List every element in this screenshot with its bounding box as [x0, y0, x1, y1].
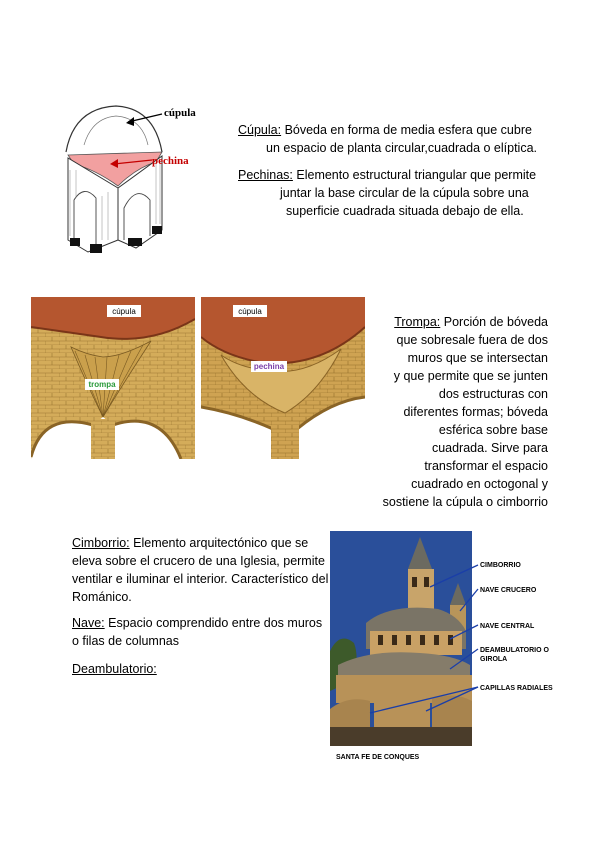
cupula-term: Cúpula:: [238, 123, 282, 137]
cupula-definition: Cúpula: Bóveda en forma de media esfera que cubre un espacio de planta circular,cuadrada o elíptica.: [238, 123, 538, 155]
photo-label-nave-crucero: NAVE CRUCERO: [480, 587, 537, 594]
diagram-label-cupula: cúpula: [164, 107, 196, 119]
cimborrio-term: Cimborrio:: [72, 536, 130, 550]
cimborrio-definition: Cimborrio: Elemento arquitectónico que se eleva sobre el crucero de una Iglesia, permite ventilar e iluminar el interior. Característico del Románico.: [72, 536, 329, 604]
photo-label-girola: GIROLA: [480, 656, 508, 663]
diagram-label-pechina: pechina: [152, 155, 189, 167]
nave-definition: Nave: Espacio comprendido entre dos muros o filas de columnas: [72, 616, 323, 648]
deambulatorio-definition: [72, 660, 157, 678]
trompa-definition: Trompa: Porción de bóveda que sobresale fuera de dos muros que se intersectan y que permite que se junten dos estructuras con diferentes formas; bóveda esférica sobre base cuadrada. Sirve para transformar el espacio cuadrado en octogonal y sostiene la cúpula o cimborrio: [382, 315, 548, 509]
pechina-img-label-cupula: cúpula: [238, 307, 262, 316]
trompa-img-label-cupula: cúpula: [112, 307, 136, 316]
photo-caption: SANTA FE DE CONQUES: [336, 754, 420, 761]
photo-label-cimborrio: CIMBORRIO: [480, 562, 521, 569]
photo-label-nave-central: NAVE CENTRAL: [480, 623, 535, 630]
cupula-diagram: [44, 100, 229, 262]
pechina-img-label-pechina: pechina: [253, 362, 285, 371]
deambulatorio-term: Deambulatorio:: [72, 662, 157, 676]
pechinas-definition: Pechinas: Elemento estructural triangular que permite juntar la base circular de la cúpula sobre una superficie cuadrada situada debajo de ella.: [238, 168, 537, 218]
photo-label-deambulatorio: DEAMBULATORIO O: [480, 647, 549, 654]
trompa-image: [31, 297, 195, 459]
conques-photo: [330, 531, 555, 746]
nave-term: Nave:: [72, 616, 105, 630]
pechinas-term: Pechinas:: [238, 168, 293, 182]
pechina-image: [201, 297, 365, 459]
photo-label-capillas-radiales: CAPILLAS RADIALES: [480, 685, 553, 692]
trompa-img-label-trompa: trompa: [88, 380, 116, 389]
trompa-term: Trompa:: [394, 315, 441, 329]
